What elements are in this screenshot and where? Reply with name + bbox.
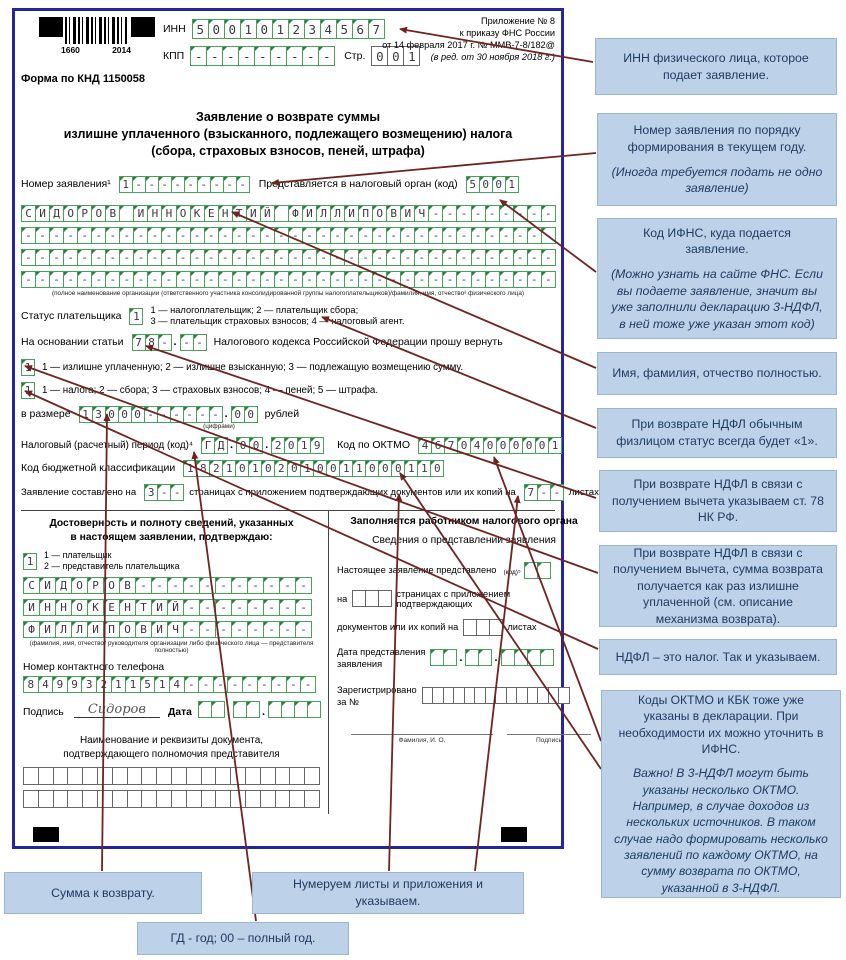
signature-label: Подпись xyxy=(23,707,64,719)
article-cells[interactable]: 7 8 - xyxy=(132,334,171,351)
payer-status-legend: 1 — налогоплательщик; 2 — плательщик сбора; 3 — плательщик страховых взносов; 4 — налоговый агент. xyxy=(150,304,405,327)
kpp-label: КПП xyxy=(163,50,185,62)
official-submitted-label: Настоящее заявление представлено xyxy=(337,565,497,576)
application-number-label: Номер заявления¹ xyxy=(21,178,111,191)
refund-type-legend: 1 — излишне уплаченную; 2 — излишне взысканную; 3 — подлежащую возмещению сумму. xyxy=(42,361,464,373)
registration-mark xyxy=(501,827,527,842)
inn-label: ИНН xyxy=(163,23,186,35)
callout-overpaid: При возврате НДФЛ в связи с получением вычета, сумма возврата получается как раз излишне уплаченной (см. описание механизма возврата). xyxy=(599,545,837,627)
callout-ndfl-tax: НДФЛ – это налог. Так и указываем. xyxy=(599,639,837,675)
callout-inn: ИНН физического лица, которое подает заявление. xyxy=(595,38,837,95)
registration-mark xyxy=(39,17,63,37)
name-row-4[interactable]: - - - - - - - - - - - - - - - - - - - - - - - - - - - - - - - - - - - - - - xyxy=(21,271,555,288)
signature-value[interactable]: Сидоров xyxy=(74,702,160,718)
confirm-name-cells[interactable]: И Н Н О К Е Н Т И Й - - - - - - - - xyxy=(23,599,311,616)
payment-type-legend: 1 — налога; 2 — сбора; 3 — страховых взносов; 4 — пеней; 5 — штрафа. xyxy=(42,384,379,396)
sign-date-year-cells[interactable] xyxy=(268,701,320,718)
callout-article-78: При возврате НДФЛ в связи с получением вычета указываем ст. 78 НК РФ. xyxy=(599,470,837,532)
oktmo-label: Код по ОКТМО xyxy=(337,439,410,452)
confirm-caption: (фамилия, имя, отчество² руководителя организации либо физического лица — представителя полностью) xyxy=(29,640,314,655)
representative-doc-row-2[interactable] xyxy=(23,790,319,808)
official-date-day-cells[interactable] xyxy=(430,649,456,666)
registration-mark xyxy=(33,827,59,842)
official-pages-cells[interactable] xyxy=(352,590,391,607)
applicant-name-grid[interactable] xyxy=(21,205,555,288)
date-label: Дата xyxy=(168,707,192,719)
barcode xyxy=(65,17,127,44)
callout-ifns-code: Код ИФНС, куда подается заявление. (Можно узнать на сайте ФНС. Если вы подаете заявление, значит вы уже заполнили декларацию 3-НДФЛ, в ней тоже уже указан этот код) xyxy=(597,218,837,339)
phone-cells[interactable]: 8 4 9 9 3 2 1 1 5 1 4 - - - - - - - - - xyxy=(23,676,315,693)
sheets-label: листах xyxy=(568,486,599,498)
kbk-cells[interactable]: 1 8 2 1 0 1 0 2 0 1 0 0 1 1 0 0 0 1 1 0 xyxy=(183,460,443,477)
kbk-label: Код бюджетной классификации xyxy=(21,462,176,475)
registration-mark xyxy=(131,17,155,37)
currency-label: рублей xyxy=(264,408,300,421)
amount-kopeck-cells[interactable]: 0 0 xyxy=(231,406,257,423)
official-date-year-cells[interactable] xyxy=(501,649,553,666)
name-row-3[interactable]: - - - - - - - - - - - - - - - - - - - - - - - - - - - - - - - - - - - - - - xyxy=(21,249,555,266)
payer-status-label: Статус плательщика xyxy=(21,310,122,323)
period-month-cells[interactable]: 0 0 xyxy=(236,437,262,454)
tax-authority-label: Представляется в налоговый орган (код) xyxy=(258,178,458,191)
phone-label: Номер контактного телефона xyxy=(23,662,165,674)
official-section: Заполняется работником налогового органа Сведения о представлении заявления Настоящее заявление представлено (код)⁵ на страницах с приложением подтверждающих документов или их копий на листах Дата представления заявления . . Зарегистрировано за № Фамилия, И. О. Подпись xyxy=(329,511,593,815)
period-year-cells[interactable]: 2 0 1 9 xyxy=(271,437,323,454)
name-row-1[interactable]: С И Д О Р О В И Н Н О К Е Н Т И Й Ф И Л Л И П О В И Ч - - - - - - - - - xyxy=(21,205,555,222)
official-registered-label: Зарегистрировано за № xyxy=(337,684,417,707)
form-page: 1660 2014 Форма по КНД 1150058 ИНН 5 0 0 1 0 1 2 3 4 5 6 7 КПП - - - - - - - - - Стр. 0 0 1 Приложение № 8 к приказу ФНС России от 14 февраля 2017 г. № ММВ-7-8/182@ (в ред. от 30 ноября 2018 г.) Заявление о возврате суммы излишне уплаченного (взысканного, подлежащего возмещению) налога (сбора, страховых взносов, пеней, штрафа) Номер заявления¹ 1 - - - - - - - - - Представляется в налоговый орган (код) 5 0 0 1 С И Д О Р О В И Н Н О К Е Н Т И Й Ф И Л Л И П О В И Ч - - - - - - - - - - - - - - - - - - - - - - - - - - - - - - - - - - - - - - - - - - - - - - - - - - - - - - - - - - - - - - - - - - - - - - - - - - - - - - - - - - - - - - - - - - - - - - - - - - - - - - - - - - - - - - - - - - - - - - - - - - - (полное наименование организации (ответственного участника консолидированной группы налогоплательщиков)/фамилия, имя, отчество² физического лица) Статус плательщика 1 1 — налогоплательщик; 2 — плательщик сбора; 3 — плательщик страховых взносов; 4 — налоговый агент. На основании статьи 7 8 - . - - Налогового кодекса Российской Федерации прошу вернуть 1 1 — излишне уплаченную; 2 — излишне взысканную; 3 — подлежащую возмещению сумму. 1 1 — налога; 2 — сбора; 3 — страховых взносов; 4 — пеней; 5 — штрафа. в размере 1 3 0 0 0 - - - - - - . 0 0 рублей (цифрами) Налоговый (расчетный) период (код)⁴ Г Д . 0 0 . 2 0 1 9 Код по ОКТМО 4 6 7 0 4 0 0 0 0 0 1 Код бюджетной классификации 1 8 2 1 0 1 0 2 0 1 0 0 1 1 0 0 0 1 1 0 Заявление составлено на 3 - - страницах с приложением подтверждающих документов или их копий на 7 - - листах Достоверность и полноту сведений, указанных в настоящем заявлении, подтверждаю: 1 1 — плательщик 2 — представитель плательщика С И Д О Р О В - - - - - - - - - - - И Н Н О К Е Н Т И Й - - - - - - - - Ф И Л Л И П О В И Ч - - - - - - - - (фамилия, имя, отчество² руководителя организации либо физического лица — представителя полностью) Номер контактного телефона 8 4 9 9 3 2 1 1 5 1 4 - - - - - - - - - Подпись Сидоров Дата . . Наименование и реквизиты документа, подтверждающего полномочия представителя Заполняется работником налогового органа Сведения о представлении заявления Настоящее заявление представлено (код)⁵ на страницах с приложением подтверждающих документов или их копий на листах Дата представления заявления . . Зарегистрировано за № Фамилия, И. О. Подпись xyxy=(12,8,564,849)
name-caption: (полное наименование организации (ответственного участника консолидированной группы налогоплательщиков)/фамилия, имя, отчество² физического лица) xyxy=(51,289,525,297)
confirmer-type-cell[interactable]: 1 xyxy=(23,553,36,570)
pages-cells[interactable]: 3 - - xyxy=(144,484,183,501)
callout-refund-sum: Сумма к возврату. xyxy=(4,872,202,914)
official-subtitle: Сведения о представлении заявления xyxy=(372,534,556,546)
barcode-numbers: 1660 2014 xyxy=(61,45,131,55)
sign-date-month-cells[interactable] xyxy=(233,701,259,718)
article-item-cells[interactable]: - - xyxy=(180,334,206,351)
representative-doc-title: Наименование и реквизиты документа, подтверждающего полномочия представителя xyxy=(63,735,280,761)
official-name-line: Фамилия, И. О. xyxy=(351,734,493,744)
amount-caption: (цифрами) xyxy=(203,422,235,430)
page-number-label: Стр. xyxy=(344,50,366,62)
pages-label: Заявление составлено на xyxy=(21,486,137,498)
kpp-cells[interactable]: - - - - - - - - - xyxy=(190,46,334,66)
application-number-cells[interactable]: 1 - - - - - - - - - xyxy=(119,176,249,193)
pages-mid-label: страницах с приложением подтверждающих документов или их копий на xyxy=(189,486,516,498)
sheets-cells[interactable]: 7 - - xyxy=(524,484,563,501)
name-row-2[interactable]: - - - - - - - - - - - - - - - - - - - - - - - - - - - - - - - - - - - - - - xyxy=(21,227,555,244)
official-signature-line: Подпись xyxy=(507,734,591,744)
representative-doc-row-1[interactable] xyxy=(23,767,319,785)
callout-application-number: Номер заявления по порядку формирования в текущем году. (Иногда требуется подать не одно заявление) xyxy=(597,113,837,206)
official-pages-label: страницах с приложением подтверждающих xyxy=(396,588,511,609)
payer-status-cell[interactable]: 1 xyxy=(129,308,142,325)
official-date-month-cells[interactable] xyxy=(465,649,491,666)
appendix-note: Приложение № 8 к приказу ФНС России от 14 февраля 2017 г. № ММВ-7-8/182@ (в ред. от 30 ноября 2018 г.) xyxy=(382,16,555,63)
confirm-surname-cells[interactable]: С И Д О Р О В - - - - - - - - - - - xyxy=(23,577,311,594)
callout-sheets-numbering: Нумеруем листы и приложения и указываем. xyxy=(252,872,524,914)
amount-label: в размере xyxy=(21,408,71,421)
tax-authority-code-cells[interactable]: 5 0 0 1 xyxy=(466,176,518,193)
callout-period-code: ГД - год; 00 – полный год. xyxy=(137,922,349,955)
official-registration-cells[interactable] xyxy=(422,687,569,704)
period-type-cells[interactable]: Г Д xyxy=(201,437,227,454)
callout-oktmo-kbk: Коды ОКТМО и КБК тоже уже указаны в декларации. При необходимости их можно уточнить в ИФНС. Важно! В 3-НДФЛ могут быть указаны несколько ОКТМО. Например, в случае доходов из нескольких источников. В таком случае надо формировать несколько заявлений по каждому ОКТМО, на сумму возврата по ОКТМО, указанной в 3-НДФЛ. xyxy=(601,690,841,898)
official-code-label: (код)⁵ xyxy=(503,568,521,576)
article-text: Налогового кодекса Российской Федерации прошу вернуть xyxy=(213,336,503,349)
official-code-cells[interactable] xyxy=(524,562,550,579)
sign-date-day-cells[interactable] xyxy=(198,701,224,718)
callout-payer-status: При возврате НДФЛ обычным физлицом статус всегда будет «1». xyxy=(597,408,837,458)
confirmation-section: Достоверность и полноту сведений, указанных в настоящем заявлении, подтверждаю: 1 1 — плательщик 2 — представитель плательщика С И Д О Р О В - - - - - - - - - - - И Н Н О К Е Н Т И Й - - - - - - - - Ф И Л Л И П О В И Ч - - - - - - - - (фамилия, имя, отчество² руководителя организации либо физического лица — представителя полностью) Номер контактного телефона 8 4 9 9 3 2 1 1 5 1 4 - - - - - - - - - Подпись Сидоров Дата . . Наименование и реквизиты документа, подтверждающего полномочия представителя xyxy=(21,511,329,815)
knd-code: Форма по КНД 1150058 xyxy=(21,73,146,85)
official-date-label: Дата представления заявления xyxy=(337,646,426,669)
inn-cells[interactable]: 5 0 0 1 0 1 2 3 4 5 6 7 xyxy=(192,19,384,39)
form-title: Заявление о возврате суммы излишне уплаченного (взысканного, подлежащего возмещению) налога (сбора, страховых взносов, пеней, штрафа) xyxy=(63,110,513,158)
confirm-patronymic-cells[interactable]: Ф И Л Л И П О В И Ч - - - - - - - - xyxy=(23,621,311,638)
official-sheets-cells[interactable] xyxy=(463,619,502,636)
form-header xyxy=(21,15,555,103)
oktmo-cells[interactable]: 4 6 7 0 4 0 0 0 0 0 1 xyxy=(418,437,561,454)
refund-type-cell[interactable]: 1 xyxy=(21,359,34,376)
official-title: Заполняется работником налогового органа xyxy=(350,515,578,527)
page-number-cells[interactable]: 0 0 1 xyxy=(371,46,419,66)
official-sheets-tail: листах xyxy=(507,622,537,633)
callout-full-name: Имя, фамилия, отчество полностью. xyxy=(597,352,837,395)
article-label: На основании статьи xyxy=(21,336,124,349)
payment-type-cell[interactable]: 1 xyxy=(21,382,34,399)
official-sheets-label: документов или их копий на xyxy=(337,622,459,633)
confirmer-type-legend: 1 — плательщик 2 — представитель плательщика xyxy=(44,549,180,572)
official-on-label: на xyxy=(337,593,348,604)
amount-cells[interactable]: 1 3 0 0 0 - - - - - - xyxy=(79,406,222,423)
period-label: Налоговый (расчетный) период (код)⁴ xyxy=(21,439,194,451)
